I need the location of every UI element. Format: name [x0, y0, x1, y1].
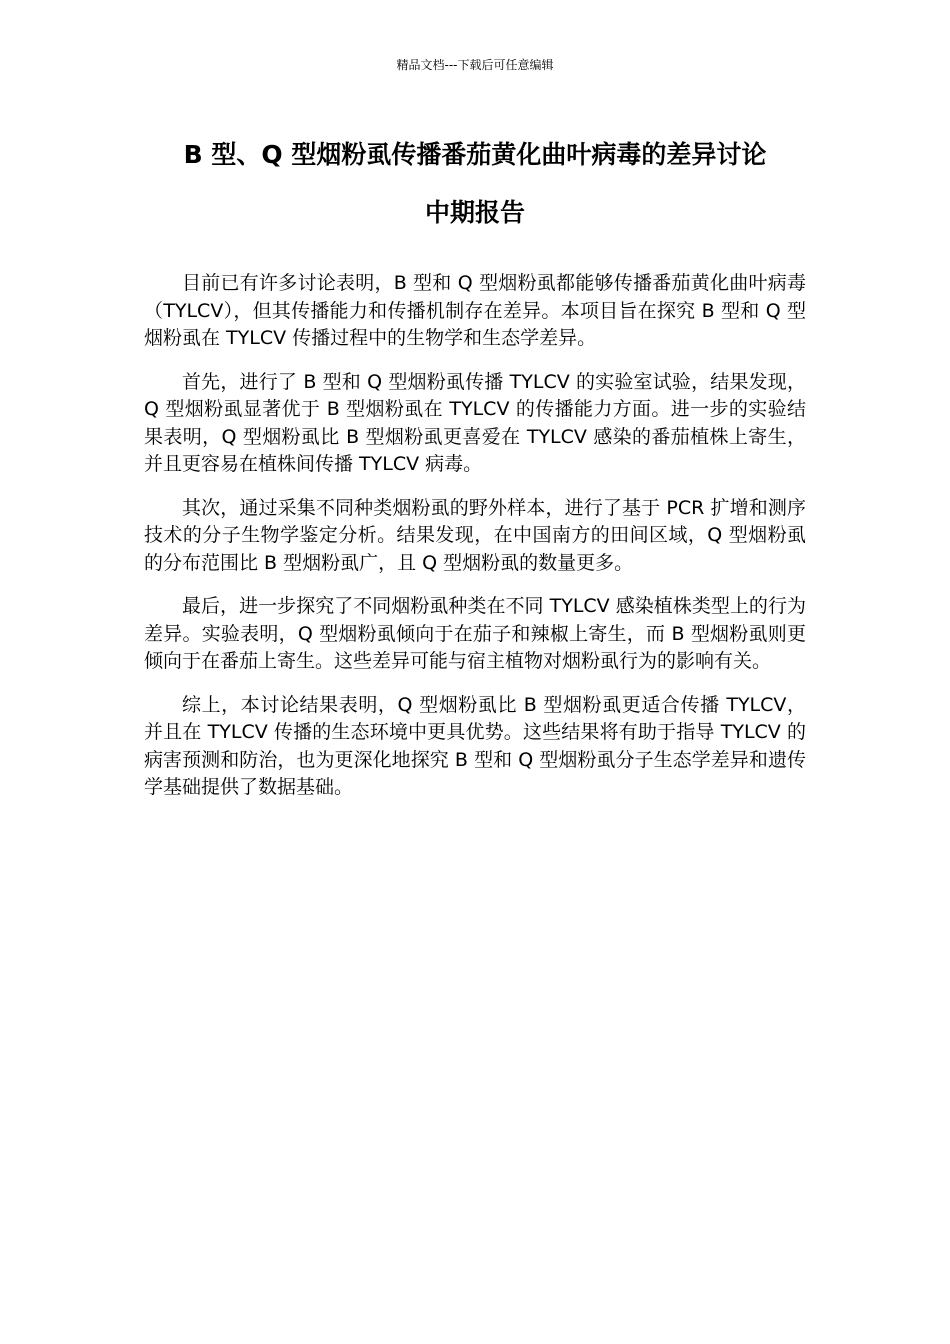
paragraph-host-behavior: 最后，进一步探究了不同烟粉虱种类在不同 TYLCV 感染植株类型上的行为差异。实验表明，Q 型烟粉虱倾向于在茄子和辣椒上寄生，而 B 型烟粉虱则更倾向于在番茄上寄生。这些差异可能与宿主植物对烟粉虱行为的影响有关。 [144, 595, 806, 672]
paragraph-conclusion: 综上，本讨论结果表明，Q 型烟粉虱比 B 型烟粉虱更适合传播 TYLCV，并且在 TYLCV 传播的生态环境中更具优势。这些结果将有助于指导 TYLCV 的病害预测和防治，也为更深化地探究 B 型和 Q 型烟粉虱分子生态学差异和遗传学基础提供了数据基础。 [144, 693, 806, 798]
paragraph-intro: 目前已有许多讨论表明，B 型和 Q 型烟粉虱都能够传播番茄黄化曲叶病毒（TYLCV），但其传播能力和传播机制存在差异。本项目旨在探究 B 型和 Q 型烟粉虱在 TYLCV 传播过程中的生物学和生态学差异。 [144, 272, 806, 349]
document-body [144, 270, 806, 818]
paragraph-lab-experiment: 首先，进行了 B 型和 Q 型烟粉虱传播 TYLCV 的实验室试验，结果发现，Q 型烟粉虱显著优于 B 型烟粉虱在 TYLCV 的传播能力方面。进一步的实验结果表明，Q 型烟粉虱比 B 型烟粉虱更喜爱在 TYLCV 感染的番茄植株上寄生，并且更容易在植株间传播 TYLCV 病毒。 [144, 370, 806, 475]
paragraph-field-survey: 其次，通过采集不同种类烟粉虱的野外样本，进行了基于 PCR 扩增和测序技术的分子生物学鉴定分析。结果发现，在中国南方的田间区域，Q 型烟粉虱的分布范围比 B 型烟粉虱广，且 Q 型烟粉虱的数量更多。 [144, 496, 806, 574]
document-title: B 型、Q 型烟粉虱传播番茄黄化曲叶病毒的差异讨论 [183, 140, 767, 169]
page-header-note: 精品文档---下载后可任意编辑 [396, 58, 554, 72]
document-subtitle: 中期报告 [424, 198, 525, 227]
